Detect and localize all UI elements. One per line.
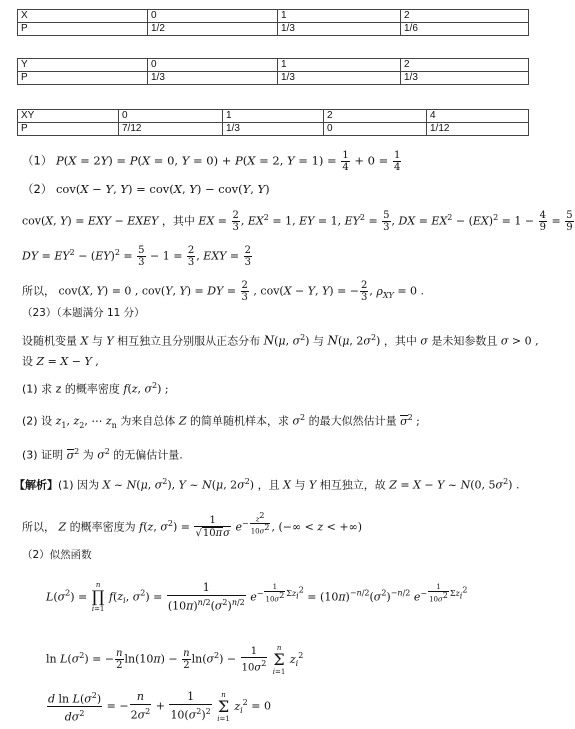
table-cell: P — [18, 72, 148, 85]
table-cell: 1 — [223, 110, 324, 123]
question-3-line: (3) 证明 $\sigma^2$ 为 $\sigma^2$ 的无偏估计量. — [22, 447, 183, 462]
table-cell: 0 — [148, 59, 278, 72]
density-line: 所以， Z 的概率密度为 f(z, $\sigma^2$) = $\frac{1}{√10\pi\sigma}$ $e^{- \frac{z^2}{10\sigma^2}}$ , (−∞ < z < +∞) — [22, 511, 363, 540]
cov-result-line: 所以， cov(X, Y) = 0 , cov(Y, Y) = DY = $\frac{2}{3}$ , cov(X − Y, Y) = − $\frac{2}{3}$ , $\rho_{XY} = 0$ . — [22, 280, 425, 303]
table-cell: XY — [18, 110, 119, 123]
table-cell: P — [18, 123, 119, 136]
derivative-line: $\frac{d \ln L(\sigma^2)}{d\sigma^2}$ = − $\frac{n}{2\sigma^2}$ + $\frac{1}{10(\sigma^2)^2}$ n Σ i=1 $z_i^2 = 0$ — [48, 690, 271, 724]
likelihood-line: $L(\sigma^2) = n$ ∏ i=1 $f(z_i$, $\sigma^2$) = $\frac{1}{(10\pi)^{n/2}(\sigma^2)^{n/2}}$ $e^{- \frac{1}{10\sigma^2} \Sigma z_i^2} = (10\pi)^{-n/2}(\sigma^2)^{-n/2}$ $e^{- \frac{1}{10\sigma^2} \Sigma z_i^2}$ — [46, 580, 468, 614]
table-cell: 4 — [427, 110, 529, 123]
table-cell: 1 — [278, 10, 401, 23]
part1-line: （1） P(X = 2Y) = P(X = 0, Y = 0) + P(X = 2, Y = 1) = $\frac{1}{4}$ + 0 = $\frac{1}{4}$ — [22, 150, 401, 173]
table-cell: 1/6 — [401, 23, 529, 36]
table-cell: 0 — [324, 123, 427, 136]
question-23-header: （23）（本题满分 11 分） — [22, 307, 145, 319]
dy-line: DY = $EY^2 - (EY)^2$ = $\frac{5}{3}$ − 1 = $\frac{2}{3}$ , EXY = $\frac{2}{3}$ — [22, 245, 252, 269]
distribution-table-x — [17, 9, 529, 36]
table-cell: Y — [18, 59, 148, 72]
table-cell: 1/3 — [148, 72, 278, 85]
distribution-table-xy — [17, 109, 529, 136]
table-cell: 1/3 — [278, 23, 401, 36]
table-cell: P — [18, 23, 148, 36]
table-cell: 1 — [278, 59, 401, 72]
question-1-line: (1) 求 z 的概率密度 f(z, $\sigma^2$) ; — [22, 381, 169, 396]
question-2-line: (2) 设 $z_1$, $z_2$, ⋯ $z_n$ 为来自总体 Z 的简单随机样本，求 $\sigma^2$ 的最大似然估计量 $\sigma^2$ ; — [22, 413, 420, 430]
table-row — [18, 123, 529, 136]
table-cell: 0 — [148, 10, 278, 23]
table-cell: 1/3 — [401, 72, 529, 85]
solution-part1-line: 【解析】(1) 因为 X ~ N(μ, $\sigma^2$), Y ~ N(μ, $2\sigma^2$) ，且 X 与 Y 相互独立，故 Z = X − Y ~ N(0, $5\sigma^2$) . — [14, 477, 520, 492]
log-likelihood-line: $\ln L(\sigma^2)$ = − $\frac{n}{2}$ ln(10π) − $\frac{n}{2}$ $\ln(\sigma^2)$ − $\frac{1}{10\sigma^2}$ n Σ i=1 $z_i^2$ — [46, 643, 304, 676]
table-cell: 2 — [401, 59, 529, 72]
part2-line: （2） cov(X − Y, Y) = cov(X, Y) − cov(Y, Y) — [22, 182, 270, 196]
define-z-line: 设 Z = X − Y , — [22, 355, 99, 368]
table-cell: 1/12 — [427, 123, 529, 136]
table-cell: 1/3 — [223, 123, 324, 136]
cov-expansion-line: cov(X, Y) = EXY − EXEY ，其中 EX = $\frac{2}{3}$ , $EX^2 = 1$, EY = 1, $EY^2$ = $\frac{5}{3}$ , DX = $EX^2 - (EX)^2 = 1$ − $\frac{4}{9}$ = $\frac{5}{9}$ — [22, 210, 573, 234]
table-cell: 1/2 — [148, 23, 278, 36]
table-cell: X — [18, 10, 148, 23]
table-row — [18, 72, 529, 85]
table-row — [18, 10, 529, 23]
likelihood-header: （2）似然函数 — [22, 549, 92, 561]
table-cell: 2 — [401, 10, 529, 23]
question-setup-line: 设随机变量 X 与 Y 相互独立且分别服从正态分布 N(μ, $\sigma^2$) 与 N(μ, $2\sigma^2$) ，其中 σ 是未知参数且 σ > 0 , — [22, 333, 539, 348]
table-cell: 7/12 — [119, 123, 223, 136]
table-row — [18, 110, 529, 123]
table-row — [18, 59, 529, 72]
table-cell: 1/3 — [278, 72, 401, 85]
table-cell: 0 — [119, 110, 223, 123]
table-row — [18, 23, 529, 36]
table-cell: 2 — [324, 110, 427, 123]
distribution-table-y — [17, 58, 529, 85]
